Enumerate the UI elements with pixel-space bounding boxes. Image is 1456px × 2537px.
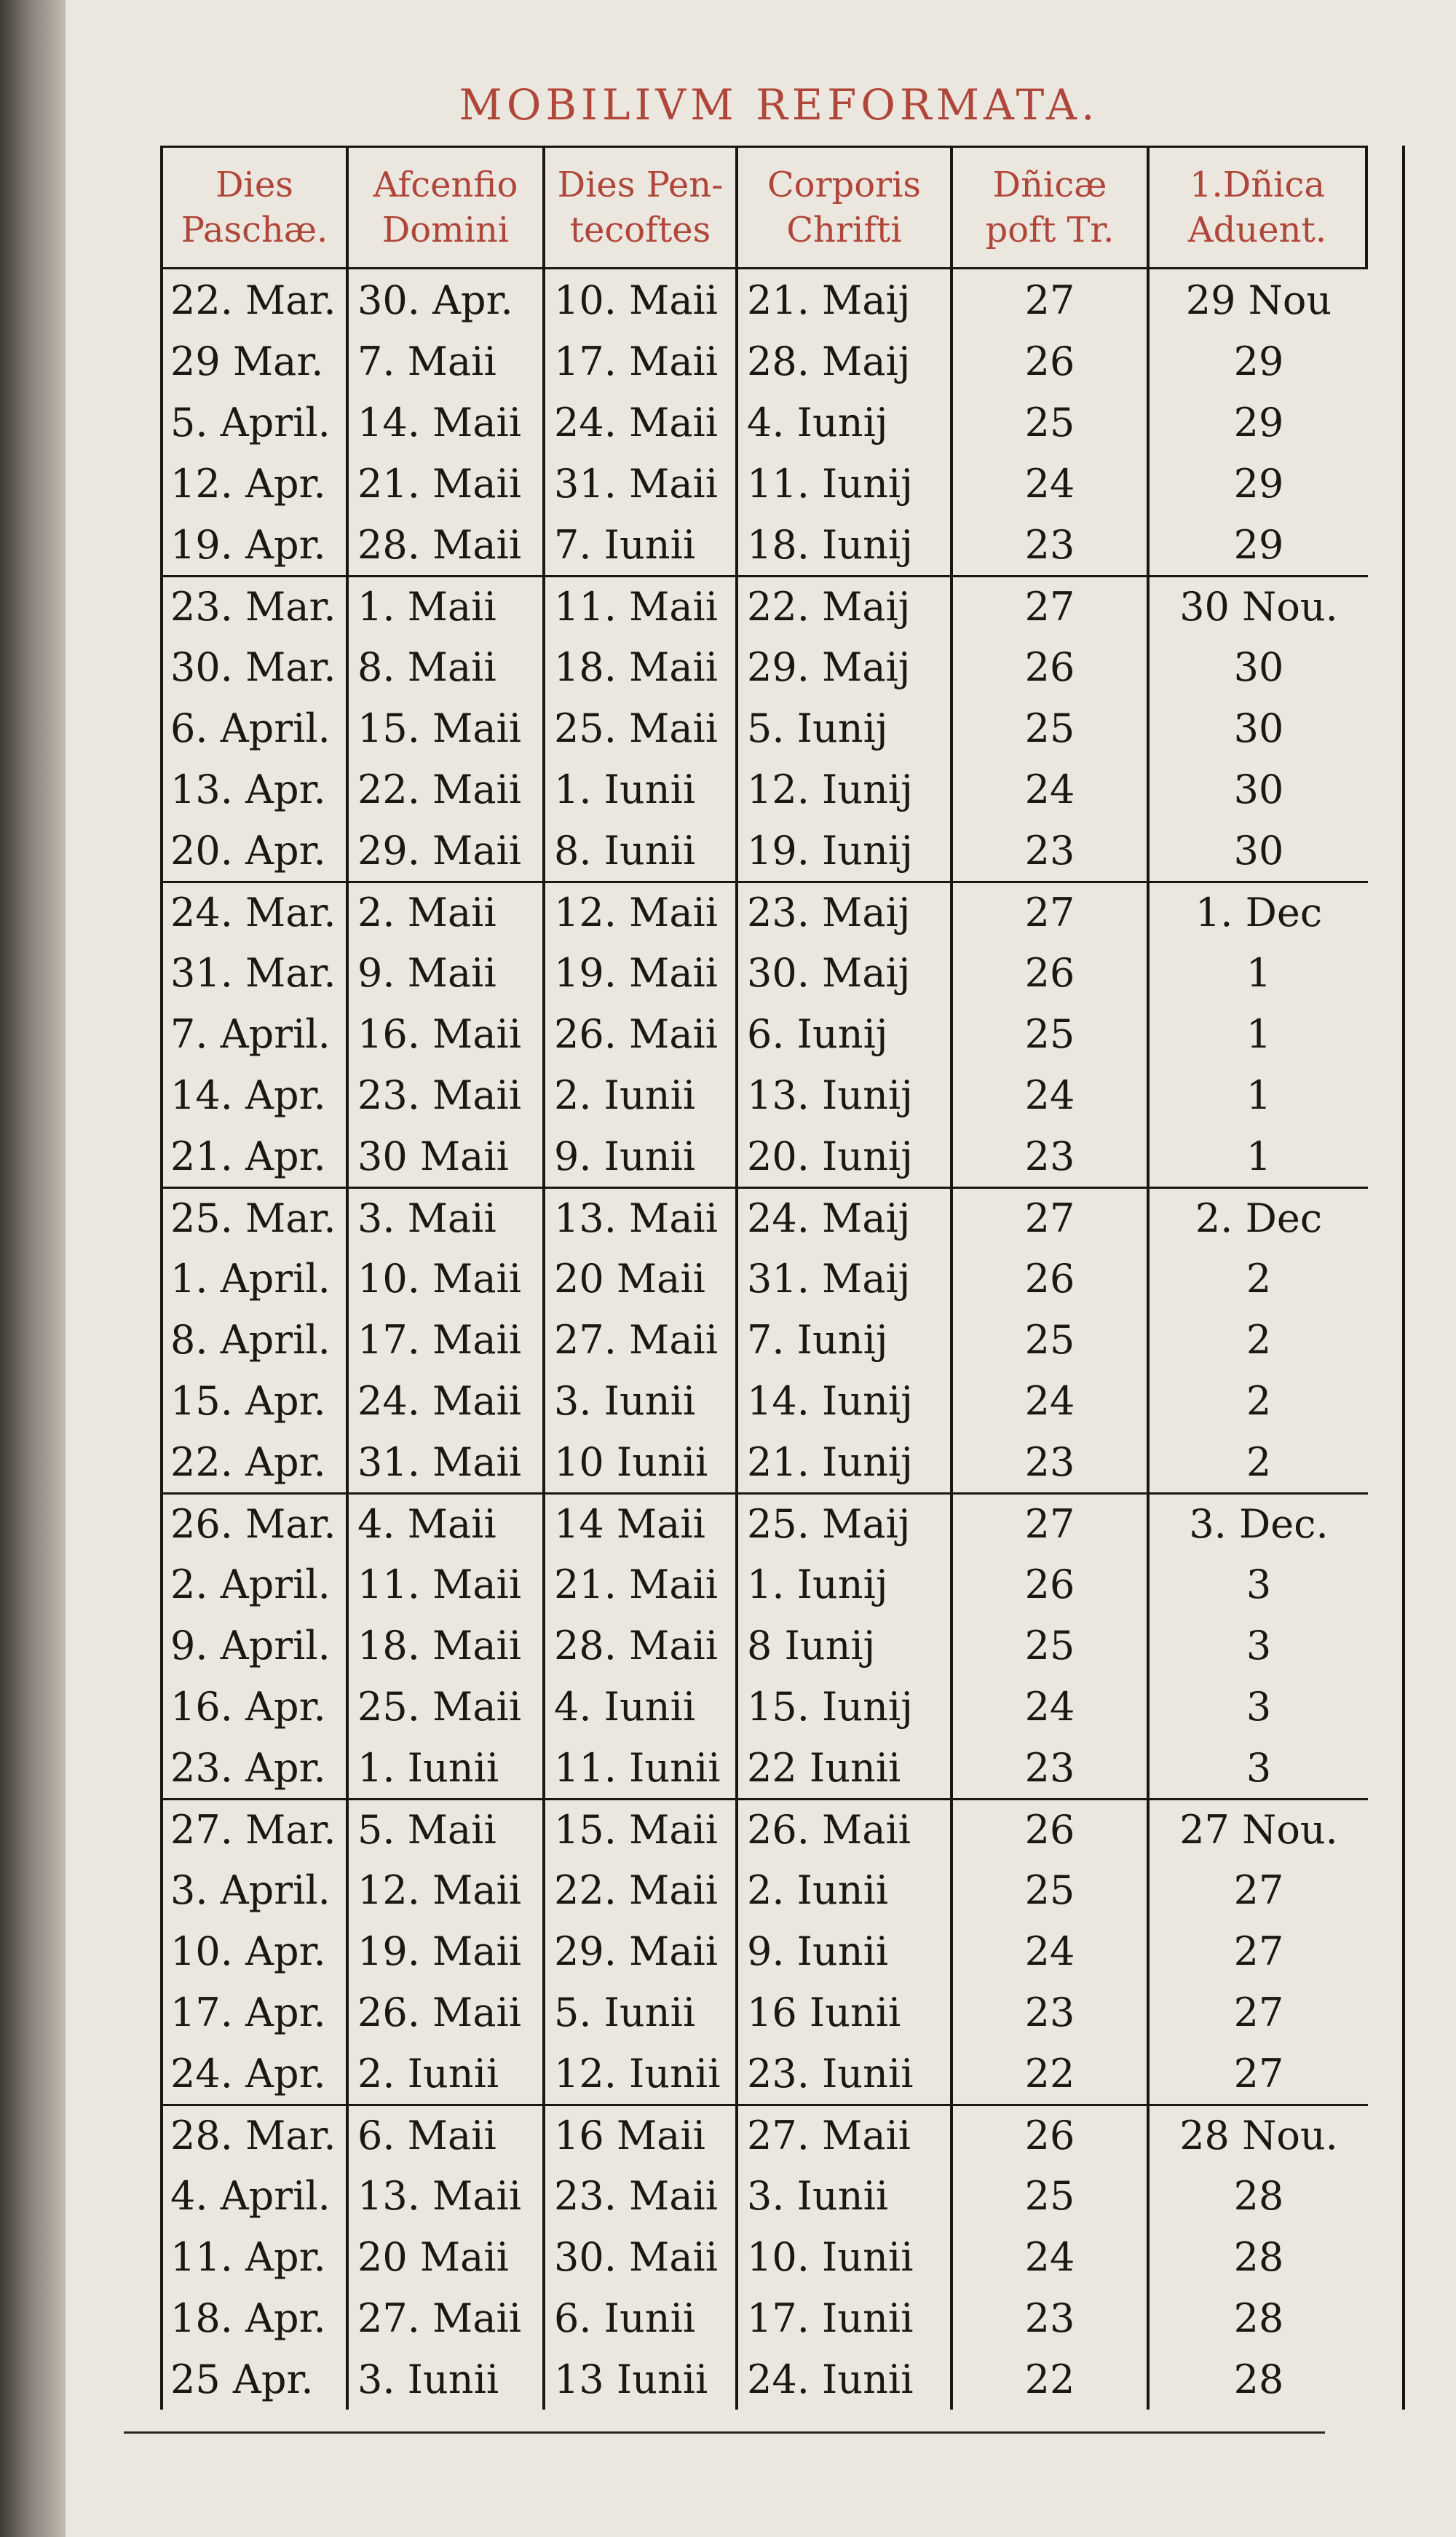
- table-cell: 25: [953, 392, 1150, 453]
- movable-feasts-table: [160, 146, 1405, 2439]
- table-cell: 3. Maii: [349, 1187, 545, 1248]
- column-header-line: Afcenfio: [373, 165, 518, 205]
- table-cell: 3: [1246, 1561, 1272, 1607]
- table-cell: 19. Maii: [545, 942, 738, 1003]
- table-cell: 21. Maii: [545, 1554, 738, 1615]
- table-cell: 29: [1233, 521, 1284, 568]
- table-cell: 27. Mar.: [163, 1798, 349, 1859]
- column-header-4: [953, 146, 1150, 269]
- column-header-line: Aduent.: [1187, 210, 1327, 250]
- table-cell: 2. April.: [163, 1554, 349, 1615]
- table-cell: 26. Maii: [349, 1982, 545, 2043]
- table-cell: 22. Maij: [738, 575, 953, 636]
- table-cell: 17. Maii: [349, 1309, 545, 1370]
- table-cell: 24: [953, 1064, 1150, 1125]
- table-cell: 20 Maii: [545, 1248, 738, 1309]
- table-cell: 24: [953, 1676, 1150, 1737]
- table-cell: 30: [1233, 705, 1284, 751]
- table-cell: 8 Iunij: [738, 1615, 953, 1676]
- table-cell: 27: [953, 269, 1150, 331]
- table-cell: 9. Maii: [349, 942, 545, 1003]
- table-cell: 22. Maii: [349, 759, 545, 820]
- table-cell: 22. Mar.: [163, 269, 349, 331]
- table-cell: 23. Maij: [738, 881, 953, 942]
- table-cell: 13. Apr.: [163, 759, 349, 820]
- table-cell: 2. Iunii: [545, 1064, 738, 1125]
- table-cell: 28: [1233, 2356, 1284, 2402]
- table-cell: 9. April.: [163, 1615, 349, 1676]
- table-cell: 3. Dec.: [1150, 1492, 1368, 1554]
- table-cell: 25: [953, 1003, 1150, 1064]
- table-cell: 20. Iunij: [738, 1125, 953, 1187]
- table-cell: 11. Iunii: [545, 1737, 738, 1798]
- column-header-line: Chrifti: [786, 210, 902, 250]
- table-cell: 25. Mar.: [163, 1187, 349, 1248]
- table-cell: 27: [1233, 1989, 1284, 2035]
- table-cell: 2. Maii: [349, 881, 545, 942]
- column-header-line: Domini: [381, 210, 510, 250]
- table-cell: 10. Maii: [545, 269, 738, 331]
- table-cell: 19. Maii: [349, 1920, 545, 1982]
- column-header-3: [738, 146, 953, 269]
- table-cell: 30 Nou.: [1150, 575, 1368, 636]
- table-cell: 24. Maii: [349, 1370, 545, 1431]
- table-cell: 26: [953, 1554, 1150, 1615]
- table-cell: 23. Maii: [349, 1064, 545, 1125]
- table-cell: 25: [953, 1309, 1150, 1370]
- table-cell: 30. Maii: [545, 2226, 738, 2287]
- table-cell: 13. Iunij: [738, 1064, 953, 1125]
- table-cell: 7. April.: [163, 1003, 349, 1064]
- table-cell: 12. Apr.: [163, 453, 349, 514]
- table-cell: 23. Maii: [545, 2165, 738, 2226]
- table-cell: 24. Maij: [738, 1187, 953, 1248]
- table-cell: 1: [1246, 1072, 1272, 1118]
- table-cell: 25. Maij: [738, 1492, 953, 1554]
- table-cell: 5. April.: [163, 392, 349, 453]
- table-cell: 12. Iunij: [738, 759, 953, 820]
- table-cell: 29 Mar.: [163, 331, 349, 392]
- table-cell: 20. Apr.: [163, 820, 349, 881]
- table-cell: 29. Maij: [738, 636, 953, 697]
- table-cell: 5. Iunii: [545, 1982, 738, 2043]
- table-cell: 31. Mar.: [163, 942, 349, 1003]
- table-cell: 2: [1246, 1255, 1272, 1302]
- table-cell: 30: [1233, 644, 1284, 690]
- table-cell: 23: [953, 1125, 1150, 1187]
- table-cell: 11. Maii: [545, 575, 738, 636]
- table-cell: 13. Maii: [349, 2165, 545, 2226]
- table-cell: 31. Maii: [349, 1431, 545, 1492]
- table-cell: 1. Dec: [1150, 881, 1368, 942]
- table-cell: 27: [1233, 1928, 1284, 1974]
- table-cell: 28 Nou.: [1150, 2104, 1368, 2165]
- table-cell: 19. Apr.: [163, 514, 349, 575]
- table-cell: 19. Iunij: [738, 820, 953, 881]
- table-cell: 27: [1233, 2050, 1284, 2097]
- table-cell: 1. Maii: [349, 575, 545, 636]
- table-cell: 28. Maij: [738, 331, 953, 392]
- table-cell: 24: [953, 759, 1150, 820]
- table-cell: 17. Iunii: [738, 2287, 953, 2348]
- column-header-line: poft Tr.: [985, 210, 1115, 250]
- table-cell: 22: [953, 2348, 1150, 2410]
- table-cell: 29: [1233, 460, 1284, 507]
- table-cell: 6. Maii: [349, 2104, 545, 2165]
- table-cell: 25: [953, 2165, 1150, 2226]
- table-cell: 11. Maii: [349, 1554, 545, 1615]
- table-cell: 17. Maii: [545, 331, 738, 392]
- table-cell: 22 Iunii: [738, 1737, 953, 1798]
- table-cell: 28: [1233, 2295, 1284, 2341]
- table-cell: 10 Iunii: [545, 1431, 738, 1492]
- column-header-5: [1150, 146, 1368, 269]
- table-cell: 28: [1233, 2233, 1284, 2280]
- table-cell: 26: [953, 1248, 1150, 1309]
- table-cell: 25 Apr.: [163, 2348, 349, 2410]
- table-cell: 3. Iunii: [738, 2165, 953, 2226]
- table-cell: 22: [953, 2043, 1150, 2104]
- table-cell: 23. Iunii: [738, 2043, 953, 2104]
- table-cell: 14. Iunij: [738, 1370, 953, 1431]
- table-cell: 26: [953, 636, 1150, 697]
- table-cell: 24. Maii: [545, 392, 738, 453]
- table-cell: 15. Maii: [545, 1798, 738, 1859]
- table-cell: 27: [953, 1187, 1150, 1248]
- table-cell: 30: [1233, 766, 1284, 812]
- table-cell: 13 Iunii: [545, 2348, 738, 2410]
- table-cell: 22. Maii: [545, 1859, 738, 1920]
- table-cell: 12. Maii: [545, 881, 738, 942]
- table-cell: 28: [1233, 2172, 1284, 2219]
- table-cell: 18. Apr.: [163, 2287, 349, 2348]
- table-cell: 26. Mar.: [163, 1492, 349, 1554]
- table-cell: 7. Iunii: [545, 514, 738, 575]
- table-cell: 1: [1246, 1133, 1272, 1179]
- table-cell: 2. Dec: [1150, 1187, 1368, 1248]
- table-cell: 9. Iunii: [545, 1125, 738, 1187]
- table-cell: 26: [953, 942, 1150, 1003]
- table-cell: 28. Maii: [545, 1615, 738, 1676]
- table-cell: 21. Maij: [738, 269, 953, 331]
- table-cell: 20 Maii: [349, 2226, 545, 2287]
- table-cell: 15. Apr.: [163, 1370, 349, 1431]
- table-cell: 18. Maii: [349, 1615, 545, 1676]
- table-cell: 16. Apr.: [163, 1676, 349, 1737]
- table-cell: 12. Iunii: [545, 2043, 738, 2104]
- table-cell: 1: [1246, 949, 1272, 996]
- table-cell: 30 Maii: [349, 1125, 545, 1187]
- table-cell: 28. Mar.: [163, 2104, 349, 2165]
- table-cell: 2: [1246, 1316, 1272, 1363]
- table-cell: 24. Iunii: [738, 2348, 953, 2410]
- table-cell: 29. Maii: [545, 1920, 738, 1982]
- column-header-line: Dies: [215, 165, 293, 205]
- table-cell: 23: [953, 1982, 1150, 2043]
- table-cell: 14. Apr.: [163, 1064, 349, 1125]
- table-cell: 24: [953, 1920, 1150, 1982]
- column-header-2: [545, 146, 738, 269]
- table-cell: 23. Mar.: [163, 575, 349, 636]
- table-cell: 12. Maii: [349, 1859, 545, 1920]
- table-cell: 25. Maii: [349, 1676, 545, 1737]
- table-cell: 8. Iunii: [545, 820, 738, 881]
- table-cell: 29 Nou: [1185, 277, 1332, 323]
- table-cell: 10. Apr.: [163, 1920, 349, 1982]
- table-cell: 8. April.: [163, 1309, 349, 1370]
- table-cell: 16 Maii: [545, 2104, 738, 2165]
- table-cell: 26. Maii: [738, 1798, 953, 1859]
- column-header-line: Dñicæ: [992, 165, 1107, 205]
- table-cell: 6. April.: [163, 697, 349, 759]
- table-cell: 1. Iunij: [738, 1554, 953, 1615]
- table-cell: 17. Apr.: [163, 1982, 349, 2043]
- table-cell: 27 Nou.: [1150, 1798, 1368, 1859]
- table-cell: 23: [953, 1431, 1150, 1492]
- table-cell: 27. Maii: [738, 2104, 953, 2165]
- column-header-line: Corporis: [767, 165, 922, 205]
- table-cell: 25: [953, 1859, 1150, 1920]
- column-header-line: tecoftes: [569, 210, 711, 250]
- table-cell: 5. Maii: [349, 1798, 545, 1859]
- table-cell: 6. Iunii: [545, 2287, 738, 2348]
- table-cell: 8. Maii: [349, 636, 545, 697]
- table-cell: 18. Maii: [545, 636, 738, 697]
- table-cell: 27: [1233, 1867, 1284, 1913]
- table-cell: 4. April.: [163, 2165, 349, 2226]
- table-cell: 25. Maii: [545, 697, 738, 759]
- table-cell: 23: [953, 2287, 1150, 2348]
- table-cell: 29: [1233, 338, 1284, 384]
- table-cell: 24. Apr.: [163, 2043, 349, 2104]
- table-cell: 4. Maii: [349, 1492, 545, 1554]
- column-header-1: [349, 146, 545, 269]
- table-cell: 1. Iunii: [349, 1737, 545, 1798]
- table-cell: 15. Iunij: [738, 1676, 953, 1737]
- table-cell: 3. Iunii: [349, 2348, 545, 2410]
- table-cell: 24: [953, 2226, 1150, 2287]
- bottom-rule: [124, 2431, 1325, 2434]
- table-cell: 10. Maii: [349, 1248, 545, 1309]
- table-cell: 23: [953, 1737, 1150, 1798]
- column-header-line: Paschæ.: [181, 210, 328, 250]
- table-cell: 30. Mar.: [163, 636, 349, 697]
- table-cell: 14. Maii: [349, 392, 545, 453]
- table-cell: 28. Maii: [349, 514, 545, 575]
- table-cell: 27: [953, 1492, 1150, 1554]
- table-cell: 25: [953, 1615, 1150, 1676]
- table-cell: 21. Maii: [349, 453, 545, 514]
- table-cell: 18. Iunij: [738, 514, 953, 575]
- table-cell: 1. April.: [163, 1248, 349, 1309]
- table-cell: 24: [953, 453, 1150, 514]
- table-cell: 7. Iunij: [738, 1309, 953, 1370]
- column-header-0: [163, 146, 349, 269]
- table-cell: 5. Iunij: [738, 697, 953, 759]
- table-cell: 30. Maij: [738, 942, 953, 1003]
- table-cell: 26. Maii: [545, 1003, 738, 1064]
- table-cell: 4. Iunii: [545, 1676, 738, 1737]
- table-cell: 27: [953, 881, 1150, 942]
- table-cell: 21. Apr.: [163, 1125, 349, 1187]
- table-cell: 27: [953, 575, 1150, 636]
- table-cell: 27. Maii: [545, 1309, 738, 1370]
- table-cell: 2: [1246, 1377, 1272, 1424]
- table-cell: 26: [953, 331, 1150, 392]
- table-cell: 22. Apr.: [163, 1431, 349, 1492]
- table-cell: 3: [1246, 1683, 1272, 1730]
- table-cell: 3: [1246, 1622, 1272, 1669]
- table-cell: 4. Iunij: [738, 392, 953, 453]
- table-cell: 29: [1233, 399, 1284, 446]
- table-cell: 23. Apr.: [163, 1737, 349, 1798]
- table-cell: 23: [953, 514, 1150, 575]
- table-cell: 11. Iunij: [738, 453, 953, 514]
- table-cell: 14 Maii: [545, 1492, 738, 1554]
- table-cell: 3. Iunii: [545, 1370, 738, 1431]
- table-cell: 2. Iunii: [349, 2043, 545, 2104]
- table-cell: 1: [1246, 1010, 1272, 1057]
- table-cell: 27. Maii: [349, 2287, 545, 2348]
- table-cell: 16. Maii: [349, 1003, 545, 1064]
- table-cell: 11. Apr.: [163, 2226, 349, 2287]
- table-cell: 24: [953, 1370, 1150, 1431]
- table-grid: [160, 146, 1405, 2410]
- table-cell: 7. Maii: [349, 331, 545, 392]
- column-header-line: Dies Pen-: [557, 165, 724, 205]
- table-cell: 26: [953, 1798, 1150, 1859]
- table-cell: 25: [953, 697, 1150, 759]
- table-cell: 24. Mar.: [163, 881, 349, 942]
- table-cell: 16 Iunii: [738, 1982, 953, 2043]
- table-cell: 21. Iunij: [738, 1431, 953, 1492]
- table-cell: 2: [1246, 1438, 1272, 1485]
- table-cell: 10. Iunii: [738, 2226, 953, 2287]
- table-cell: 1. Iunii: [545, 759, 738, 820]
- table-cell: 23: [953, 820, 1150, 881]
- table-cell: 30. Apr.: [349, 269, 545, 331]
- table-cell: 26: [953, 2104, 1150, 2165]
- table-cell: 6. Iunij: [738, 1003, 953, 1064]
- table-cell: 9. Iunii: [738, 1920, 953, 1982]
- table-cell: 2. Iunii: [738, 1859, 953, 1920]
- column-header-line: 1.Dñica: [1189, 165, 1326, 205]
- table-cell: 31. Maii: [545, 453, 738, 514]
- table-cell: 30: [1233, 827, 1284, 874]
- table-cell: 13. Maii: [545, 1187, 738, 1248]
- table-cell: 3: [1246, 1744, 1272, 1791]
- table-cell: 3. April.: [163, 1859, 349, 1920]
- table-cell: 31. Maij: [738, 1248, 953, 1309]
- page-title: MOBILIVM REFORMATA.: [459, 80, 1099, 130]
- table-cell: 29. Maii: [349, 820, 545, 881]
- table-cell: 15. Maii: [349, 697, 545, 759]
